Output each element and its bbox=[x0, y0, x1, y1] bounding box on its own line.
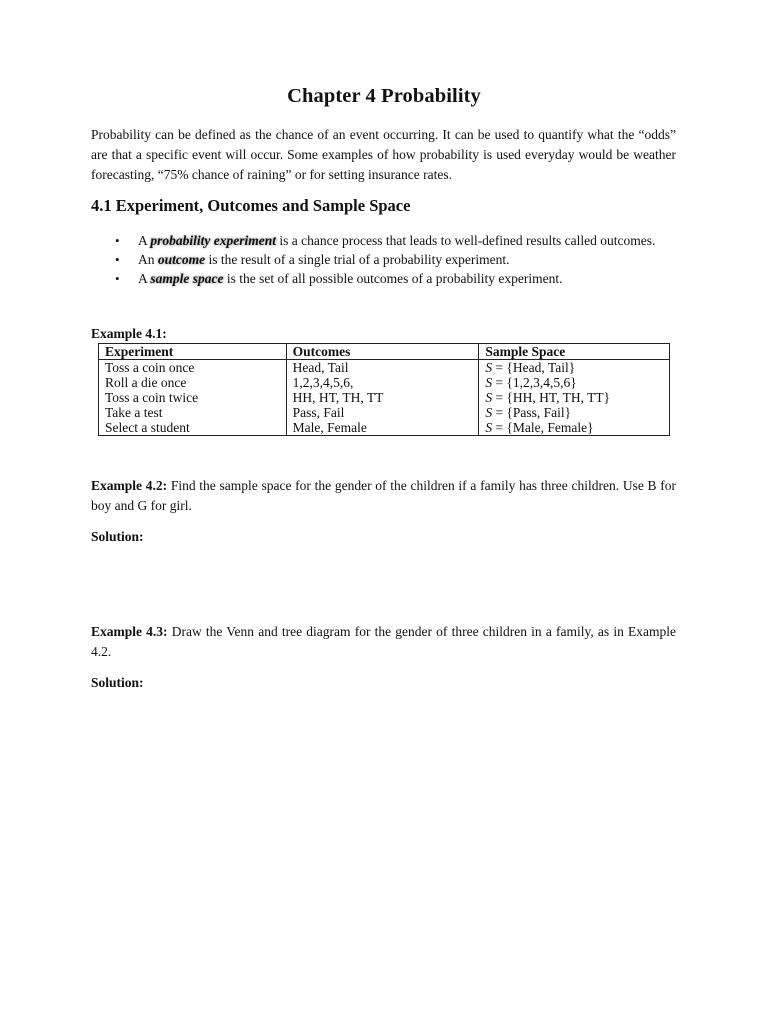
definition-text: is a chance process that leads to well-defined results called outcomes. bbox=[276, 233, 656, 248]
table-row bbox=[99, 360, 670, 376]
cell-sample-space bbox=[479, 420, 670, 436]
cell-outcomes: Male, Female bbox=[286, 420, 479, 436]
table-row bbox=[99, 375, 670, 390]
set-value: = {1,2,3,4,5,6} bbox=[492, 375, 577, 390]
set-value: = {Pass, Fail} bbox=[492, 405, 572, 420]
example-4-3-solution-label: Solution: bbox=[91, 675, 144, 690]
set-symbol: S bbox=[485, 375, 493, 390]
table-row bbox=[99, 405, 670, 420]
definition-prefix: A bbox=[138, 271, 151, 286]
header-outcomes: Outcomes bbox=[286, 344, 479, 360]
section-heading: 4.1 Experiment, Outcomes and Sample Space bbox=[91, 196, 411, 215]
definition-probability-experiment bbox=[91, 232, 676, 250]
intro-paragraph: Probability can be defined as the chance of an event occurring. It can be used to quantify what the “odds” are that a specific event will occur. Some examples of how probability is used everyday would be weather forecasting, “75% chance of raining” or for setting insurance rates. bbox=[91, 127, 676, 182]
example-4-3-label: Example 4.3: bbox=[91, 624, 168, 639]
cell-experiment: Roll a die once bbox=[99, 375, 287, 390]
cell-sample-space bbox=[479, 375, 670, 390]
cell-sample-space bbox=[479, 360, 670, 376]
example-4-2-label: Example 4.2: bbox=[91, 478, 168, 493]
table-header-row bbox=[99, 344, 670, 360]
set-value: = {HH, HT, TH, TT} bbox=[492, 390, 611, 405]
definitions-list bbox=[91, 232, 676, 289]
table-row bbox=[99, 390, 670, 405]
definition-prefix: A bbox=[138, 233, 151, 248]
definition-prefix: An bbox=[138, 252, 158, 267]
set-value: = {Head, Tail} bbox=[492, 360, 576, 375]
cell-experiment: Select a student bbox=[99, 420, 287, 436]
definition-text: is the set of all possible outcomes of a probability experiment. bbox=[223, 271, 563, 286]
cell-experiment: Take a test bbox=[99, 405, 287, 420]
example-4-3-paragraph bbox=[91, 622, 676, 662]
cell-outcomes: HH, HT, TH, TT bbox=[286, 390, 479, 405]
cell-outcomes: Pass, Fail bbox=[286, 405, 479, 420]
cell-experiment: Toss a coin once bbox=[99, 360, 287, 376]
example-4-2-text: Find the sample space for the gender of the children if a family has three children. Use B for boy and G for girl. bbox=[91, 478, 676, 513]
set-symbol: S bbox=[485, 390, 493, 405]
chapter-title: Chapter 4 Probability bbox=[287, 85, 481, 107]
header-experiment: Experiment bbox=[99, 344, 287, 360]
set-symbol: S bbox=[485, 360, 493, 375]
definition-sample-space bbox=[91, 270, 676, 288]
cell-sample-space bbox=[479, 405, 670, 420]
set-symbol: S bbox=[485, 420, 493, 435]
cell-outcomes: Head, Tail bbox=[286, 360, 479, 376]
example-4-2-paragraph bbox=[91, 476, 676, 516]
cell-outcomes: 1,2,3,4,5,6, bbox=[286, 375, 479, 390]
table-row bbox=[99, 420, 670, 436]
example-4-2-solution-label: Solution: bbox=[91, 529, 144, 544]
sample-space-table bbox=[98, 343, 670, 436]
set-value: = {Male, Female} bbox=[492, 420, 594, 435]
term-outcome: outcome bbox=[157, 252, 206, 267]
definition-text: is the result of a single trial of a probability experiment. bbox=[205, 252, 510, 267]
header-sample-space: Sample Space bbox=[479, 344, 670, 360]
example-4-1-label: Example 4.1: bbox=[91, 326, 167, 341]
set-symbol: S bbox=[485, 405, 493, 420]
term-probability-experiment: probability experiment bbox=[150, 233, 277, 248]
cell-experiment: Toss a coin twice bbox=[99, 390, 287, 405]
cell-sample-space bbox=[479, 390, 670, 405]
term-sample-space: sample space bbox=[150, 271, 224, 286]
example-4-3-text: Draw the Venn and tree diagram for the gender of three children in a family, as in Example 4.2. bbox=[91, 624, 676, 659]
definition-outcome bbox=[91, 251, 676, 269]
